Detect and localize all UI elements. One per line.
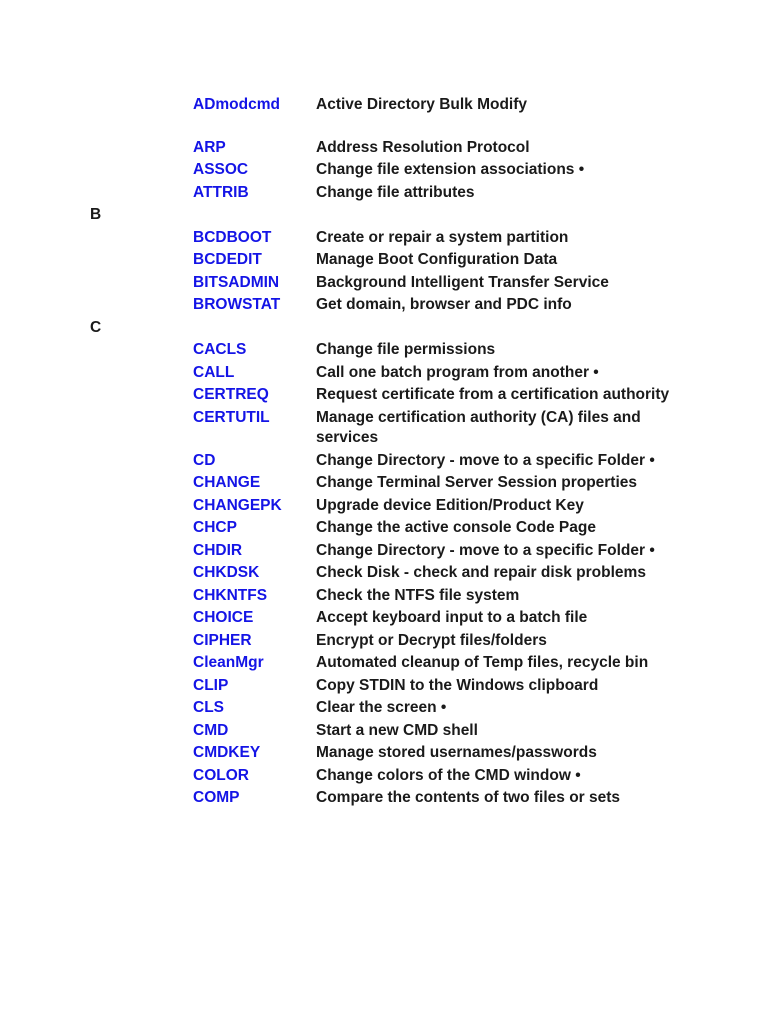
command-description: Copy STDIN to the Windows clipboard <box>316 676 599 694</box>
command-name: CIPHER <box>193 631 252 649</box>
command-name: BITSADMIN <box>193 273 280 291</box>
command-name: CD <box>193 451 216 469</box>
command-name: CHCP <box>193 519 237 536</box>
command-name: BCDEDIT <box>193 251 262 268</box>
command-row <box>0 676 768 697</box>
command-row <box>0 653 768 674</box>
command-row <box>0 766 768 787</box>
command-description: Background Intelligent Transfer Service <box>316 273 609 291</box>
section-letter: C <box>90 318 102 336</box>
command-description: Automated cleanup of Temp files, recycle bin <box>316 654 649 671</box>
command-row <box>0 563 768 584</box>
command-description: Upgrade device Edition/Product Key <box>316 496 584 514</box>
command-row <box>0 518 768 539</box>
command-name: CHANGEPK <box>193 496 282 514</box>
command-row <box>0 631 768 652</box>
command-row <box>0 788 768 809</box>
command-name: CHKDSK <box>193 564 260 581</box>
command-description: Change Directory - move to a specific Folder • <box>316 541 655 559</box>
command-row <box>0 473 768 494</box>
command-description: Get domain, browser and PDC info <box>316 296 572 313</box>
command-name: CleanMgr <box>193 654 264 671</box>
command-name: COLOR <box>193 766 249 784</box>
command-name: CMDKEY <box>193 744 261 761</box>
command-row <box>0 95 768 116</box>
command-name: CHKNTFS <box>193 586 268 604</box>
command-description: Manage Boot Configuration Data <box>316 251 558 268</box>
command-description: Change the active console Code Page <box>316 519 596 536</box>
command-row <box>0 496 768 517</box>
command-name: CHANGE <box>193 474 261 491</box>
command-name: ASSOC <box>193 161 249 178</box>
command-description: Change Directory - move to a specific Folder • <box>316 451 655 469</box>
command-row <box>0 160 768 181</box>
command-description: Encrypt or Decrypt files/folders <box>316 631 547 649</box>
command-description: Manage stored usernames/passwords <box>316 744 597 761</box>
command-name: CERTREQ <box>193 386 269 403</box>
section-letter: B <box>90 206 102 223</box>
command-row <box>0 586 768 607</box>
command-row <box>0 273 768 294</box>
command-description: Accept keyboard input to a batch file <box>316 609 588 626</box>
command-name: BCDBOOT <box>193 228 272 246</box>
command-row <box>0 743 768 764</box>
command-name: BROWSTAT <box>193 296 281 313</box>
command-name: CERTUTIL <box>193 408 270 426</box>
command-name: ADmodcmd <box>193 96 280 113</box>
command-row <box>0 228 768 249</box>
command-description: Start a new CMD shell <box>316 721 478 739</box>
command-description: Clear the screen • <box>316 699 447 716</box>
command-description: Request certificate from a certification authority <box>316 386 670 403</box>
command-name: CLS <box>193 699 224 716</box>
command-row <box>0 385 768 406</box>
command-name: CACLS <box>193 341 247 358</box>
command-name: CALL <box>193 363 235 381</box>
command-name: CHDIR <box>193 541 243 559</box>
command-row <box>0 295 768 316</box>
command-name: ARP <box>193 138 226 156</box>
command-description: Check Disk - check and repair disk problems <box>316 564 646 581</box>
command-name: CHOICE <box>193 609 254 626</box>
command-description: Change file attributes <box>316 183 475 201</box>
command-description: Call one batch program from another • <box>316 363 599 381</box>
command-description: Address Resolution Protocol <box>316 138 530 156</box>
command-description: Change file extension associations • <box>316 161 585 178</box>
command-name: CLIP <box>193 676 229 694</box>
command-description: Active Directory Bulk Modify <box>316 96 528 113</box>
command-row <box>0 183 768 204</box>
command-row <box>0 250 768 271</box>
command-row <box>0 451 768 472</box>
command-name: ATTRIB <box>193 183 249 201</box>
command-row <box>0 363 768 384</box>
command-description: Change Terminal Server Session properties <box>316 474 638 491</box>
command-row <box>0 541 768 562</box>
command-row <box>0 608 768 629</box>
command-row <box>0 138 768 159</box>
command-description: Compare the contents of two files or sets <box>316 789 621 806</box>
command-name: COMP <box>193 789 240 806</box>
command-description: Change colors of the CMD window • <box>316 766 581 784</box>
command-name: CMD <box>193 721 229 739</box>
command-row <box>0 698 768 719</box>
command-description: Check the NTFS file system <box>316 586 520 604</box>
command-row <box>0 408 768 449</box>
command-description: Manage certification authority (CA) files and services <box>316 408 641 446</box>
command-row <box>0 721 768 742</box>
command-description: Change file permissions <box>316 341 496 358</box>
command-description: Create or repair a system partition <box>316 228 569 246</box>
command-row <box>0 340 768 361</box>
command-list <box>0 95 768 811</box>
